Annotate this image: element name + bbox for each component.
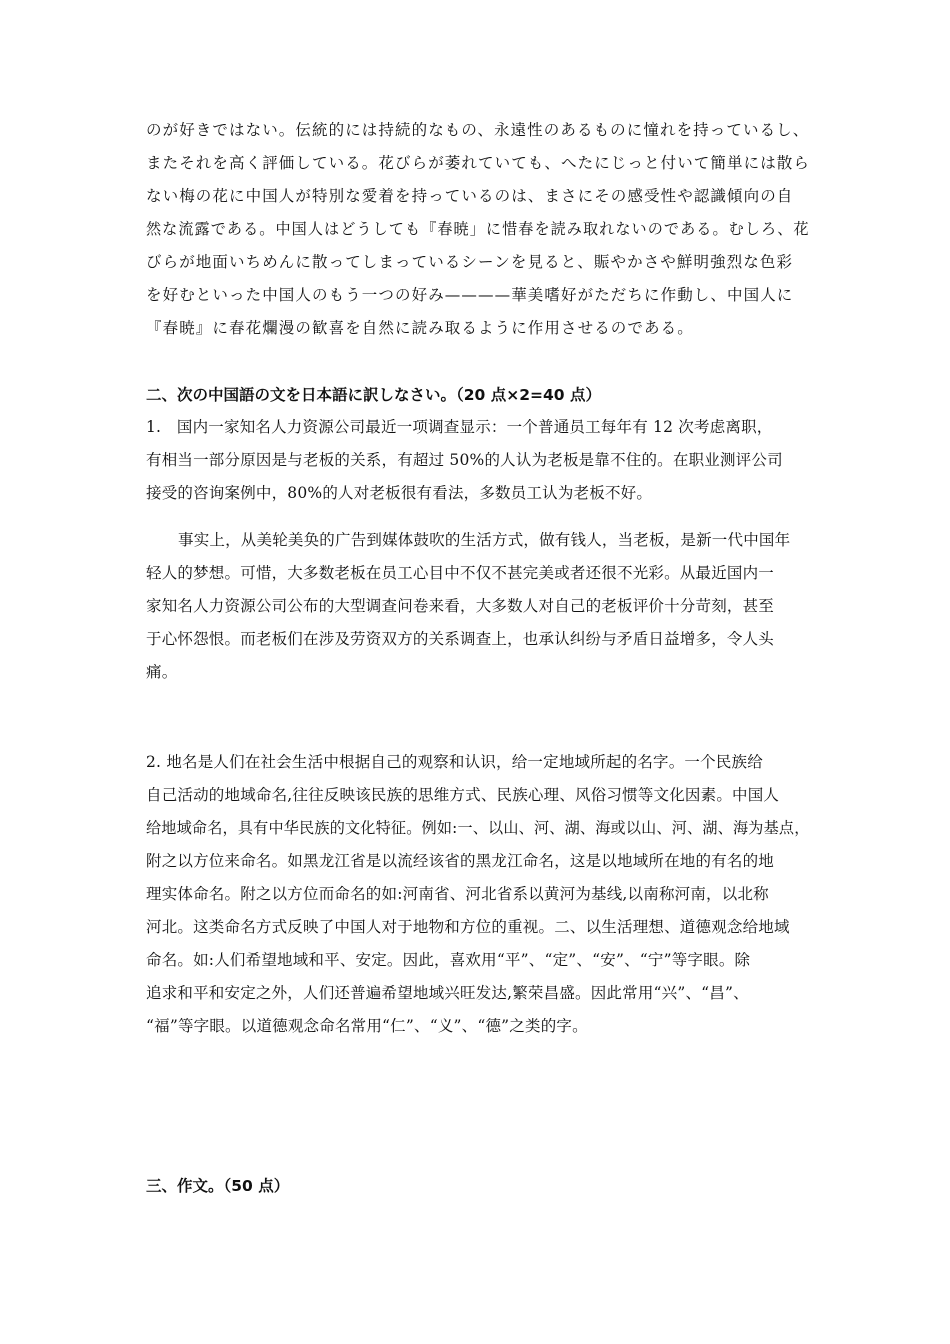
item-2-line: 理实体命名。附之以方位而命名的如:河南省、河北省系以黄河为基线,以南称河南，以北称 — [146, 885, 769, 903]
passage-line: 『春暁』に春花爛漫の歓喜を自然に読み取るように作用させるのである。 — [146, 319, 694, 337]
section-3-heading: 三、作文。（50 点） — [146, 1177, 290, 1195]
item-1-line: 接受的咨询案例中，80%的人对老板很有看法，多数员工认为老板不好。 — [146, 484, 653, 502]
item-2-line: 自己活动的地域命名,往往反映该民族的思维方式、民族心理、风俗习惯等文化因素。中国人 — [146, 786, 780, 804]
item-1-line: 1. 国内一家知名人力资源公司最近一项调查显示：一个普通员工每年有 12 次考虑离职， — [146, 418, 773, 436]
passage-line: を好むといった中国人のもう一つの好み————華美嗜好がただちに作動し、中国人に — [146, 286, 794, 304]
passage-line: またそれを高く評価している。花びらが萎れていても、へたにじっと付いて簡単には散ら — [146, 154, 811, 172]
item-2-line: 附之以方位来命名。如黑龙江省是以流经该省的黑龙江命名，这是以地域所在地的有名的地 — [146, 852, 775, 870]
item-1-para2-line: 痛。 — [146, 663, 178, 681]
passage-line: のが好きではない。伝統的には持続的なもの、永遠性のあるものに憧れを持っているし、 — [146, 121, 810, 139]
section-2-heading: 二、次の中国語の文を日本語に訳しなさい。（20 点×2=40 点） — [146, 386, 601, 404]
item-2-line: “福”等字眼。以道德观念命名常用“仁”、“义”、“德”之类的字。 — [146, 1017, 588, 1035]
passage-line: 然な流露である。中国人はどうしても『春暁」に惜春を読み取れないのである。むしろ、花 — [146, 220, 810, 238]
item-1-para2-line: 轻人的梦想。可惜，大多数老板在员工心目中不仅不甚完美或者还很不光彩。从最近国内一 — [146, 564, 775, 582]
item-1-para2-line: 事实上，从美轮美奂的广告到媒体鼓吹的生活方式，做有钱人，当老板，是新一代中国年 — [178, 531, 791, 549]
item-2-line: 河北。这类命名方式反映了中国人对于地物和方位的重视。二、以生活理想、道德观念给地域 — [146, 918, 790, 936]
item-1-para2-line: 家知名人力资源公司公布的大型调查问卷来看，大多数人对自己的老板评价十分苛刻，甚至 — [146, 597, 775, 615]
item-2-line: 追求和平和安定之外，人们还普遍希望地域兴旺发达,繁荣昌盛。因此常用“兴”、“昌”、 — [146, 984, 749, 1002]
item-2-line: 给地域命名，具有中华民族的文化特征。例如:一、以山、河、湖、海或以山、河、湖、海为基点， — [146, 819, 810, 837]
item-1-para2-line: 于心怀怨恨。而老板们在涉及劳资双方的关系调查上，也承认纠纷与矛盾日益增多，令人头 — [146, 630, 775, 648]
passage-line: びらが地面いちめんに散ってしまっているシーンを見ると、賑やかさや鮮明強烈な色彩 — [146, 253, 794, 271]
item-2-line: 2. 地名是人们在社会生活中根据自己的观察和认识，给一定地域所起的名字。一个民族给 — [146, 753, 763, 771]
passage-line: ない梅の花に中国人が特別な愛着を持っているのは、まさにその感受性や認識傾向の自 — [146, 187, 794, 205]
item-1-line: 有相当一部分原因是与老板的关系，有超过 50%的人认为老板是靠不住的。在职业测评公司 — [146, 451, 783, 469]
item-2-line: 命名。如:人们希望地域和平、安定。因此，喜欢用“平”、“定”、“安”、“宁”等字眼。除 — [146, 951, 751, 969]
